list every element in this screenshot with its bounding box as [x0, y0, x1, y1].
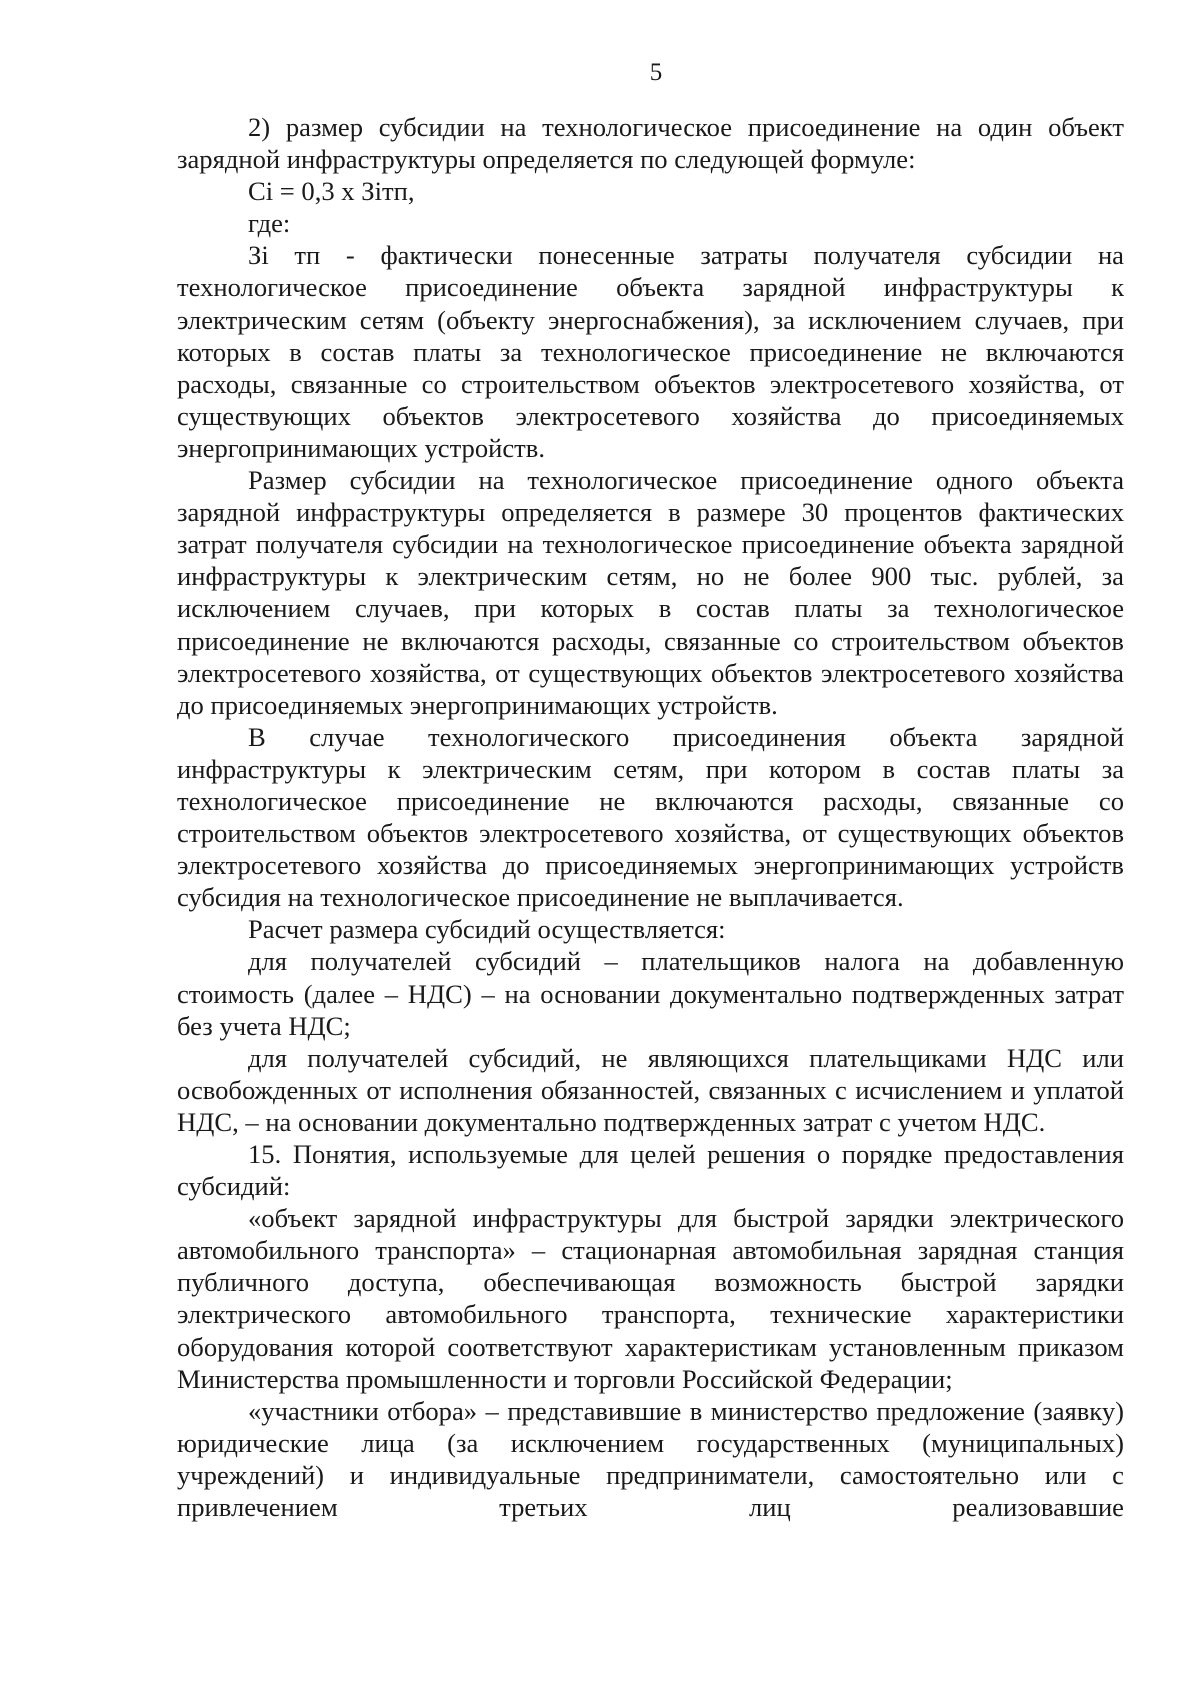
page-number: 5	[649, 59, 663, 86]
paragraph-non-vat-payers: для получателей субсидий, не являющихся плательщиками НДС или освобожденных от исполнения обязанностей, связанных с исчислением и уплатой НДС, – на основании документально подтвержденных затрат с учетом НДС.	[177, 1042, 1124, 1137]
paragraph-calculation-intro: Расчет размера субсидий осуществляется:	[248, 914, 726, 945]
paragraph-subsidy-formula-intro: 2) размер субсидии на технологическое присоединение на один объект зарядной инфраструктуры определяется по следующей формуле:	[177, 112, 1124, 175]
document-body	[177, 111, 1124, 1523]
paragraph-where: где:	[248, 208, 291, 239]
paragraph-definition-costs: Зi тп - фактически понесенные затраты получателя субсидии на технологическое присоединение объекта зарядной инфраструктуры к электрическим сетям (объекту энергоснабжения), за исключением случаев, при которых в состав платы за технологическое присоединение не включаются расходы, связанные со строительством объектов электросетевого хозяйства, от существующих объектов электросетевого хозяйства до присоединяемых энергопринимающих устройств.	[177, 240, 1124, 463]
paragraph-charging-object-definition: «объект зарядной инфраструктуры для быстрой зарядки электрического автомобильного транспорта» – стационарная автомобильная зарядная станция публичного доступа, обеспечивающая возможность быстрой зарядки электрического автомобильного транспорта, технические характеристики оборудования которой соответствуют характеристикам установленным приказом Министерства промышленности и торговли Российской Федерации;	[177, 1203, 1124, 1394]
paragraph-vat-payers: для получателей субсидий – плательщиков налога на добавленную стоимость (далее – НДС) – на основании документально подтвержденных затрат без учета НДС;	[177, 946, 1124, 1041]
paragraph-formula: Ci = 0,3 x Зiтп,	[248, 176, 415, 207]
paragraph-subsidy-size: Размер субсидии на технологическое присоединение одного объекта зарядной инфраструктуры определяется в размере 30 процентов фактических затрат получателя субсидии на технологическое присоединение объекта зарядной инфраструктуры к электрическим сетям, но не более 900 тыс. рублей, за исключением случаев, при которых в состав платы за технологическое присоединение не включаются расходы, связанные со строительством объектов электросетевого хозяйства, от существующих объектов электросетевого хозяйства до присоединяемых энергопринимающих устройств.	[177, 465, 1124, 720]
paragraph-no-payment-case: В случае технологического присоединения объекта зарядной инфраструктуры к электрическим сетям, при котором в состав платы за технологическое присоединение не включаются расходы, связанные со строительством объектов электросетевого хозяйства, от существующих объектов электросетевого хозяйства до присоединяемых энергопринимающих устройств субсидия на технологическое присоединение не выплачивается.	[177, 721, 1124, 913]
paragraph-participants-definition: «участники отбора» – представившие в министерство предложение (заявку) юридические лица (за исключением государственных (муниципальных) учреждений) и индивидуальные предприниматели, самостоятельно или с привлечением третьих лиц реализовавшие	[177, 1395, 1124, 1523]
paragraph-section-15: 15. Понятия, используемые для целей решения о порядке предоставления субсидий:	[177, 1139, 1124, 1202]
